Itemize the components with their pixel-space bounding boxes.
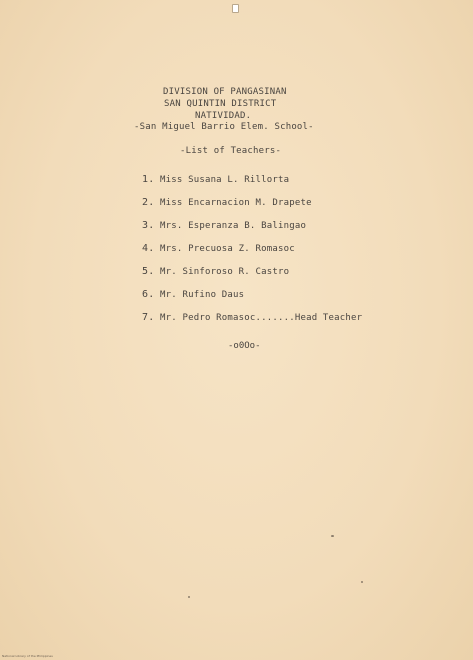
school-heading: -San Miguel Barrio Elem. School- [134, 122, 314, 132]
teacher-number: 5. [142, 266, 155, 277]
teacher-name: Mrs. Precuosa Z. Romasoc [160, 244, 295, 254]
teacher-item [142, 312, 362, 335]
teacher-name: Miss Encarnacion M. Drapete [160, 198, 312, 208]
teacher-number: 7. [142, 312, 155, 323]
paper-speck [331, 535, 334, 537]
district-heading: SAN QUINTIN DISTRICT [164, 99, 277, 109]
teacher-item [142, 289, 362, 312]
paper-speck [361, 581, 363, 583]
teacher-name: Mr. Pedro Romasoc.......Head Teacher [160, 313, 363, 323]
teacher-name: Mrs. Esperanza B. Balingao [160, 221, 307, 231]
teacher-item [142, 220, 362, 243]
teacher-number: 6. [142, 289, 155, 300]
teacher-item [142, 174, 362, 197]
teacher-name: Mr. Sinforoso R. Castro [160, 267, 290, 277]
division-heading: DIVISION OF PANGASINAN [163, 87, 287, 97]
teacher-number: 3. [142, 220, 155, 231]
archive-credit: National Library of the Philippines [2, 654, 53, 658]
end-ornament: -o0Oo- [228, 341, 261, 351]
town-heading: NATIVIDAD. [195, 111, 252, 121]
teacher-name: Miss Susana L. Rillorta [160, 175, 290, 185]
teacher-item [142, 243, 362, 266]
teacher-item [142, 197, 362, 220]
teacher-number: 4. [142, 243, 155, 254]
teacher-number: 1. [142, 174, 155, 185]
teacher-list [142, 174, 362, 335]
paper-speck [188, 596, 190, 598]
teacher-number: 2. [142, 197, 155, 208]
teacher-name: Mr. Rufino Daus [160, 290, 245, 300]
list-title: -List of Teachers- [180, 146, 282, 156]
punch-hole [232, 4, 239, 13]
teacher-item [142, 266, 362, 289]
